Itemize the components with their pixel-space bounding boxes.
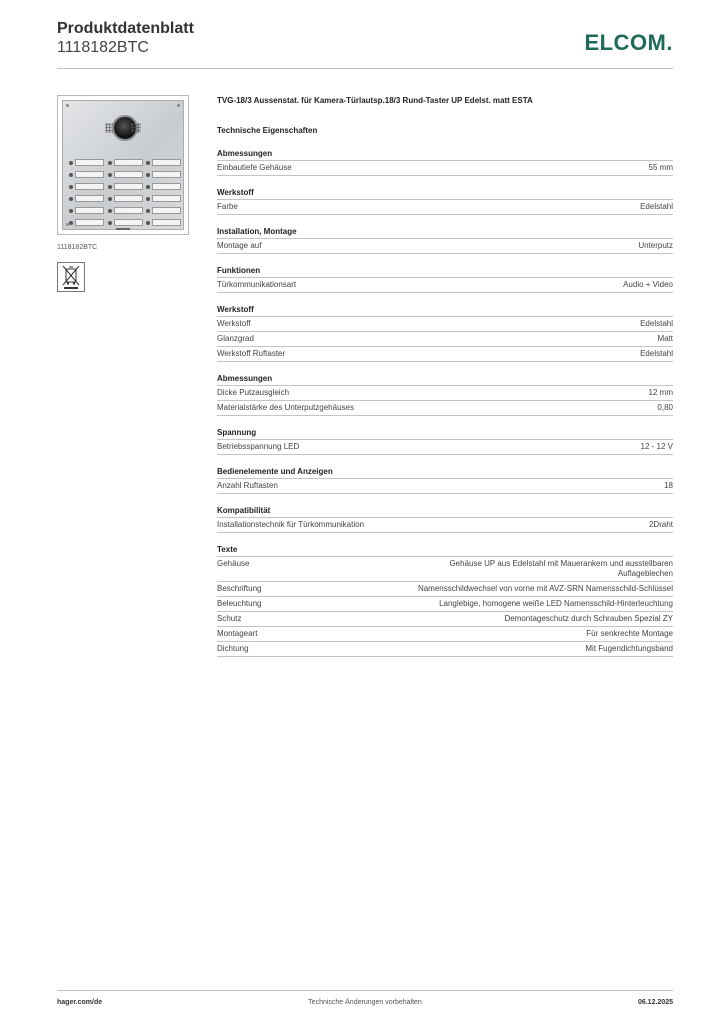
property-label: Schutz	[217, 614, 242, 623]
property-label: Materialstärke des Unterputzgehäuses	[217, 403, 354, 412]
group-title: Spannung	[217, 428, 673, 440]
property-value: Edelstahl	[640, 319, 673, 328]
group-title: Installation, Montage	[217, 227, 673, 239]
call-button-icon	[108, 159, 143, 166]
button-row	[69, 159, 181, 166]
property-value: Namensschildwechsel von vorne mit AVZ-SRN Namensschild-Schlüssel	[417, 584, 673, 593]
weee-symbol	[58, 263, 84, 291]
product-title: TVG-18/3 Aussenstat. für Kamera-Türlautsp.18/3 Rund-Taster UP Edelst. matt ESTA	[217, 96, 533, 105]
property-value: 12 - 12 V	[640, 442, 673, 451]
product-photo	[57, 95, 189, 235]
property-row	[217, 627, 673, 642]
property-row	[217, 597, 673, 612]
call-button-icon	[146, 219, 181, 226]
weee-crossed-bin-icon	[57, 262, 85, 292]
property-value: Matt	[657, 334, 673, 343]
group-title: Bedienelemente und Anzeigen	[217, 467, 673, 479]
page-header	[57, 20, 673, 68]
property-label: Montageart	[217, 629, 258, 638]
button-dot	[108, 221, 112, 225]
property-group	[217, 149, 673, 176]
nameplate-field	[152, 207, 181, 214]
nameplate-field	[75, 219, 104, 226]
nameplate-field	[114, 207, 143, 214]
property-value: Edelstahl	[640, 202, 673, 211]
brand-logo: ELCOM.	[584, 30, 673, 55]
header-divider	[57, 68, 673, 69]
nameplate-field	[75, 171, 104, 178]
property-value: Unterputz	[638, 241, 673, 250]
property-row	[217, 557, 673, 582]
page-footer	[57, 990, 673, 1006]
call-button-icon	[108, 195, 143, 202]
property-value: 0,80	[657, 403, 673, 412]
button-row	[69, 171, 181, 178]
property-value: 18	[664, 481, 673, 490]
footer-date: 06.12.2025	[637, 999, 673, 1006]
button-dot	[69, 173, 73, 177]
button-dot	[146, 161, 150, 165]
property-group	[217, 188, 673, 215]
screw-icon	[66, 104, 69, 107]
document-title: Produktdatenblatt	[57, 20, 194, 37]
property-row	[217, 278, 673, 293]
nameplate-field	[152, 195, 181, 202]
property-row	[217, 401, 673, 416]
property-label: Farbe	[217, 202, 238, 211]
property-row	[217, 440, 673, 455]
button-dot	[108, 185, 112, 189]
property-label: Dicke Putzausgleich	[217, 388, 290, 397]
property-label: Beschriftung	[217, 584, 262, 593]
call-button-icon	[69, 171, 104, 178]
property-row	[217, 239, 673, 254]
property-group	[217, 374, 673, 416]
property-label: Gehäuse	[217, 559, 250, 568]
button-row	[69, 195, 181, 202]
call-button-icon	[69, 219, 104, 226]
property-label: Installationstechnik für Türkommunikation	[217, 520, 365, 529]
nameplate-field	[75, 195, 104, 202]
footer-website: hager.com/de	[57, 999, 103, 1006]
property-value: Für senkrechte Montage	[586, 629, 673, 638]
button-dot	[69, 185, 73, 189]
property-group	[217, 266, 673, 293]
call-button-icon	[146, 195, 181, 202]
property-label: Montage auf	[217, 241, 262, 250]
button-dot	[146, 185, 150, 189]
property-label: Anzahl Ruftasten	[217, 481, 278, 490]
nameplate-field	[75, 207, 104, 214]
property-label: Türkommunikationsart	[217, 280, 297, 289]
property-value: Audio + Video	[623, 280, 673, 289]
property-row	[217, 612, 673, 627]
image-caption: 1118182BTC	[57, 244, 98, 251]
property-value: Langlebige, homogene weiße LED Namensschild-Hinterleuchtung	[439, 599, 673, 608]
group-title: Abmessungen	[217, 149, 673, 161]
screw-icon	[177, 104, 180, 107]
nameplate-field	[152, 171, 181, 178]
property-row	[217, 332, 673, 347]
button-dot	[108, 161, 112, 165]
article-number: 1118182BTC	[57, 39, 149, 56]
product-content	[217, 95, 673, 657]
nameplate-field	[152, 183, 181, 190]
nameplate-field	[152, 159, 181, 166]
property-group	[217, 428, 673, 455]
section-heading: Technische Eigenschaften	[217, 126, 318, 135]
button-dot	[146, 209, 150, 213]
call-button-icon	[69, 159, 104, 166]
property-row	[217, 200, 673, 215]
property-row	[217, 161, 673, 176]
footer-disclaimer: Technische Änderungen vorbehalten	[308, 999, 422, 1006]
group-title: Abmessungen	[217, 374, 673, 386]
door-station-plate	[62, 100, 184, 230]
call-button-grid	[69, 159, 181, 231]
call-button-icon	[108, 207, 143, 214]
nameplate-field	[114, 183, 143, 190]
property-label: Werkstoff Ruftaster	[217, 349, 286, 358]
property-label: Einbautiefe Gehäuse	[217, 163, 292, 172]
nameplate-field	[75, 183, 104, 190]
property-row	[217, 386, 673, 401]
speaker-grille-icon	[131, 123, 141, 133]
button-row	[69, 183, 181, 190]
group-title: Texte	[217, 545, 673, 557]
button-dot	[108, 209, 112, 213]
property-group	[217, 506, 673, 533]
button-dot	[146, 173, 150, 177]
button-dot	[108, 173, 112, 177]
button-dot	[146, 221, 150, 225]
property-label: Glanzgrad	[217, 334, 254, 343]
property-group	[217, 305, 673, 362]
call-button-icon	[69, 207, 104, 214]
nameplate-field	[114, 171, 143, 178]
nameplate-field	[114, 195, 143, 202]
nameplate-field	[152, 219, 181, 226]
property-group	[217, 545, 673, 657]
property-row	[217, 582, 673, 597]
button-dot	[69, 197, 73, 201]
property-row	[217, 347, 673, 362]
group-title: Werkstoff	[217, 305, 673, 317]
property-label: Beleuchtung	[217, 599, 262, 608]
nameplate-field	[75, 159, 104, 166]
button-dot	[69, 209, 73, 213]
plate-logo-mark	[116, 228, 130, 230]
property-group	[217, 227, 673, 254]
property-row	[217, 642, 673, 657]
property-value: Mit Fugendichtungsband	[585, 644, 673, 653]
property-value: Gehäuse UP aus Edelstahl mit Mauerankern und ausstellbaren Auflageblechen	[449, 559, 673, 578]
property-label: Werkstoff	[217, 319, 251, 328]
property-value: 12 mm	[648, 388, 673, 397]
call-button-icon	[146, 207, 181, 214]
call-button-icon	[108, 219, 143, 226]
call-button-icon	[146, 159, 181, 166]
button-row	[69, 219, 181, 226]
call-button-icon	[108, 171, 143, 178]
property-value: Demontageschutz durch Schrauben Spezial ZY	[504, 614, 673, 623]
property-value: Edelstahl	[640, 349, 673, 358]
nameplate-field	[114, 219, 143, 226]
call-button-icon	[69, 183, 104, 190]
button-dot	[146, 197, 150, 201]
call-button-icon	[146, 183, 181, 190]
property-label: Betriebsspannung LED	[217, 442, 300, 451]
property-label: Dichtung	[217, 644, 249, 653]
group-title: Werkstoff	[217, 188, 673, 200]
button-row	[69, 207, 181, 214]
property-value: 2Draht	[648, 520, 673, 529]
property-row	[217, 317, 673, 332]
call-button-icon	[146, 171, 181, 178]
nameplate-field	[114, 159, 143, 166]
properties-table	[217, 149, 673, 657]
property-row	[217, 479, 673, 494]
property-group	[217, 467, 673, 494]
group-title: Funktionen	[217, 266, 673, 278]
button-dot	[69, 221, 73, 225]
property-row	[217, 518, 673, 533]
button-dot	[69, 161, 73, 165]
button-dot	[108, 197, 112, 201]
call-button-icon	[108, 183, 143, 190]
call-button-icon	[69, 195, 104, 202]
property-value: 55 mm	[648, 163, 673, 172]
group-title: Kompatibilität	[217, 506, 673, 518]
